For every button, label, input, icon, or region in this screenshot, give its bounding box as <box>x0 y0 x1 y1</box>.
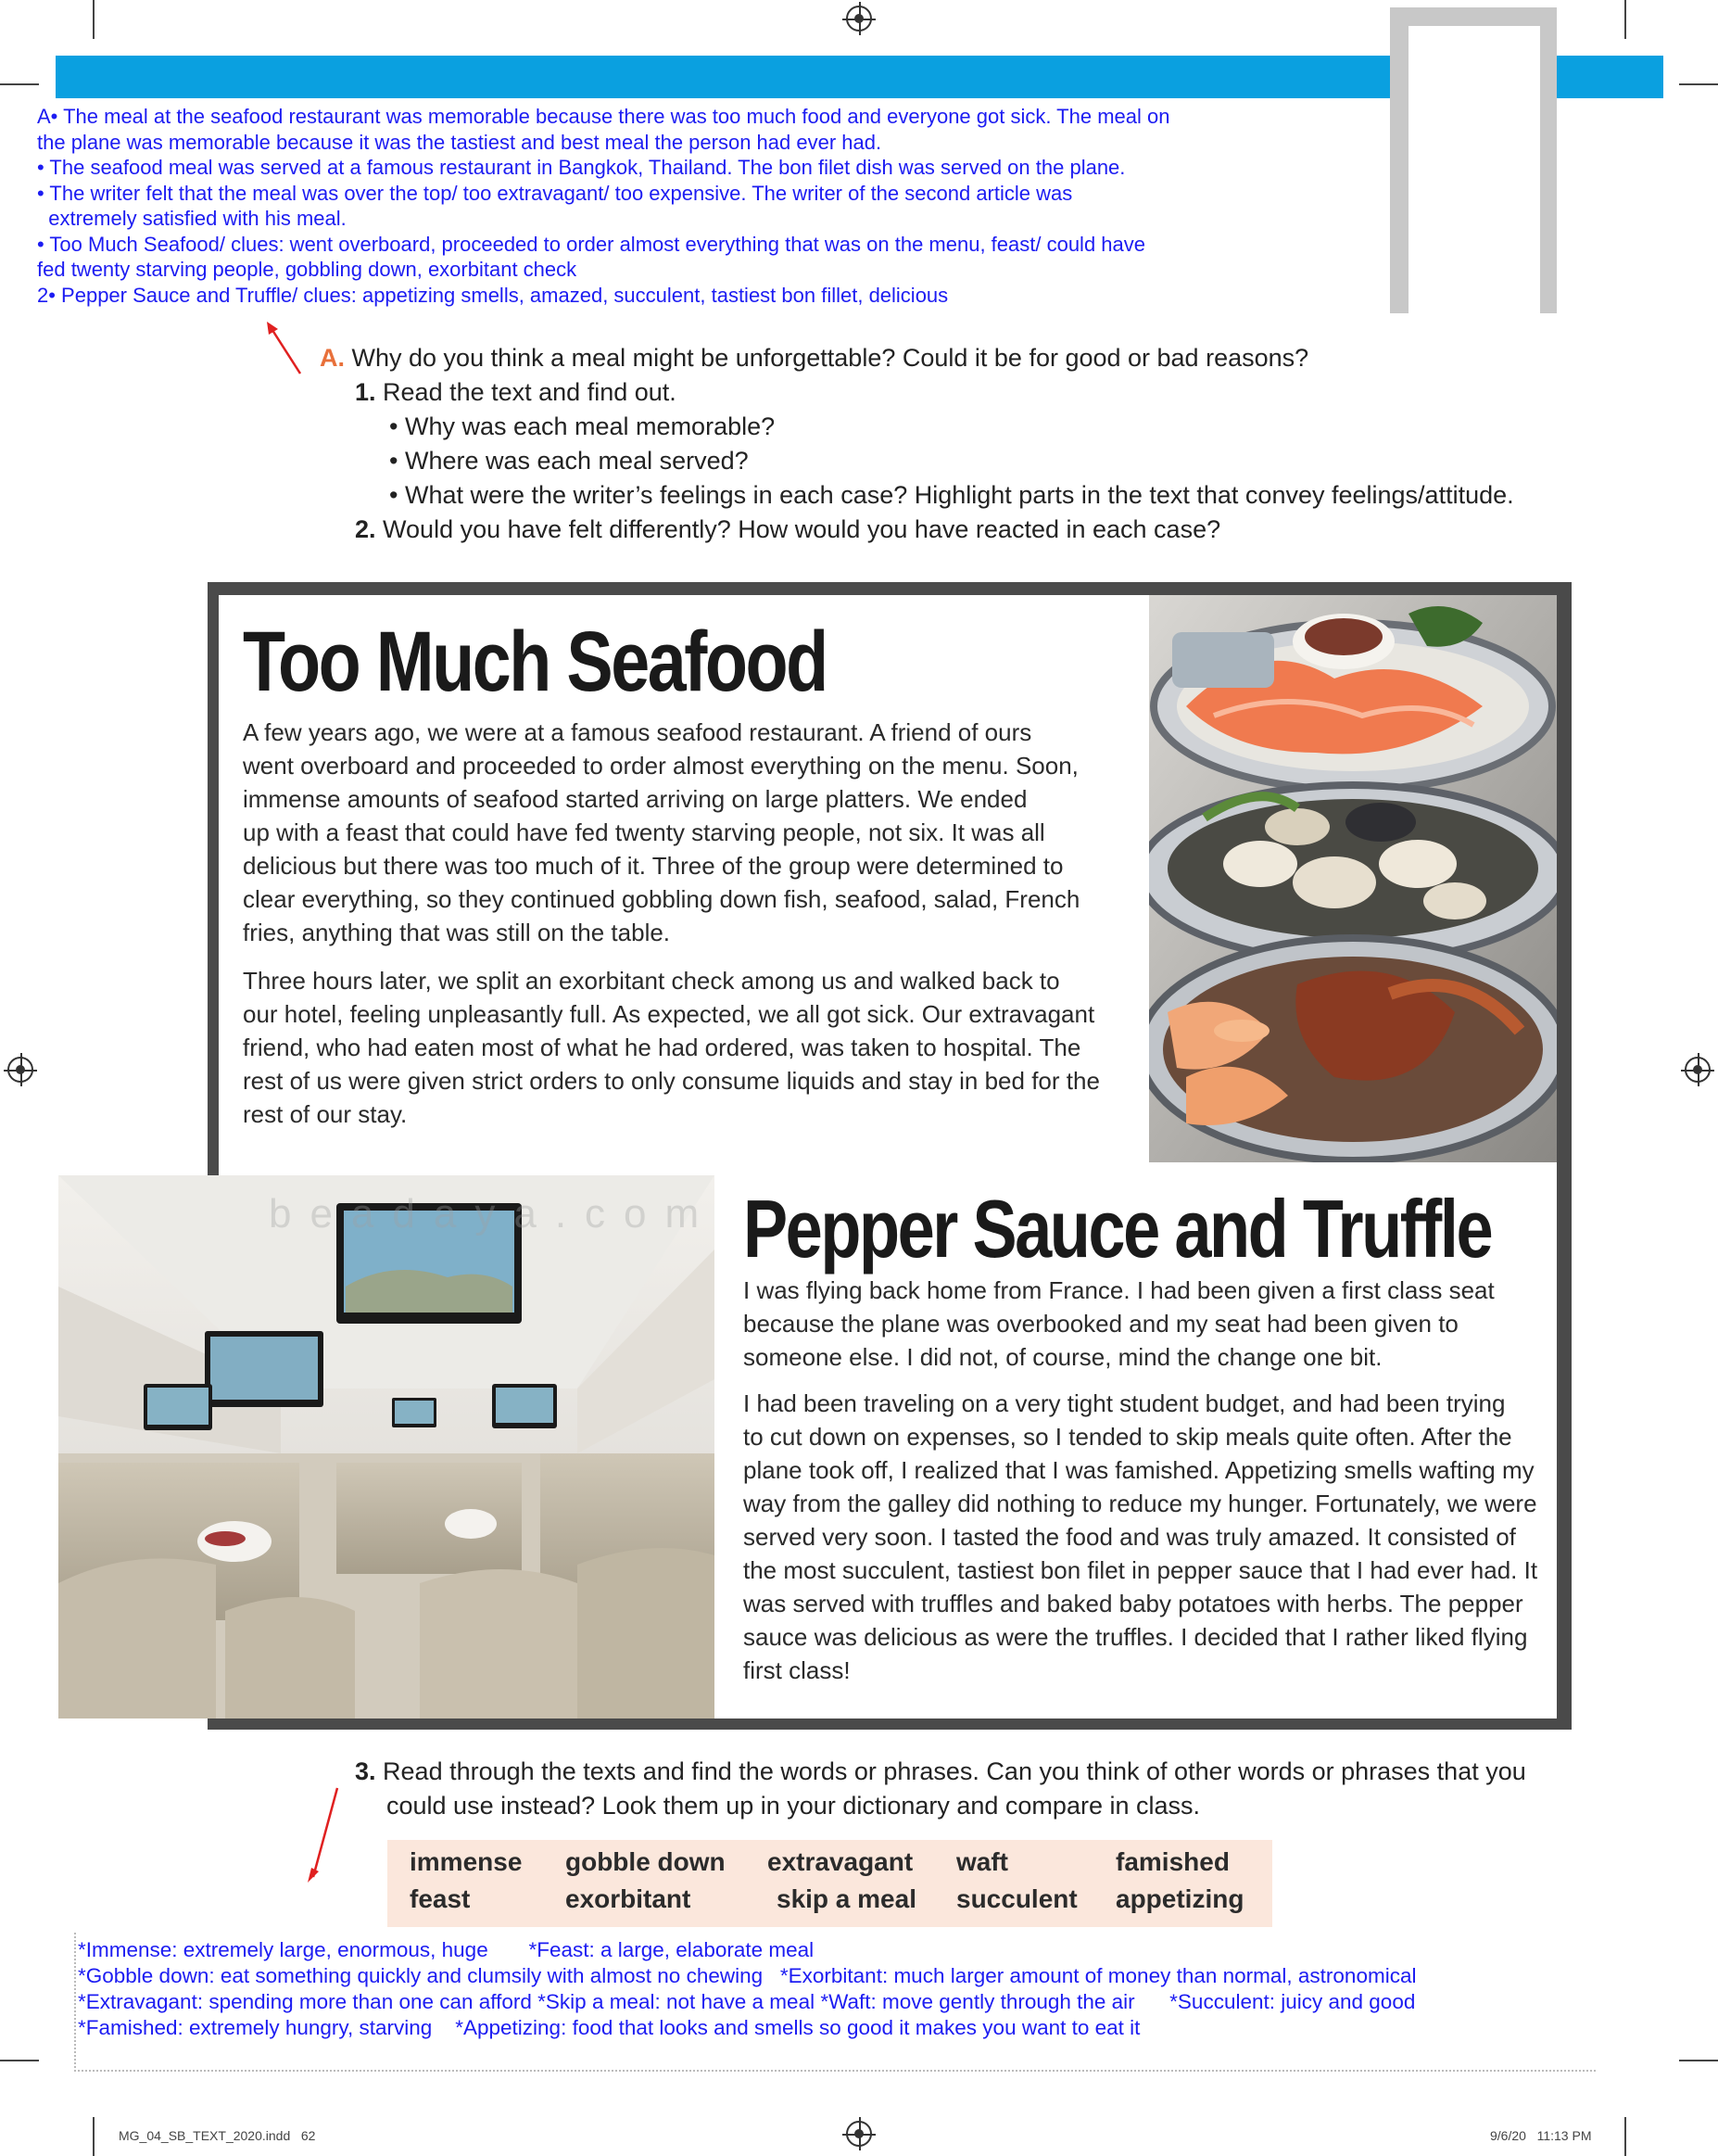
answer-line: A• The meal at the seafood restaurant was memorable because there was too much food and everyone got sick. The meal on <box>37 105 1170 128</box>
arrow-icon <box>261 320 308 375</box>
question-a-text: Why do you think a meal might be unforgettable? Could it be for good or bad reasons? <box>351 344 1309 372</box>
paragraph-line: rest of us were given strict orders to only consume liquids and stay in bed for the <box>243 1067 1100 1095</box>
question-1-text: Read the text and find out. <box>383 378 676 406</box>
definition-line: *Extravagant: spending more than one can afford *Skip a meal: not have a meal *Waft: move gently through the air *Succulent: juicy and good <box>78 1990 1416 2013</box>
answer-line: • Too Much Seafood/ clues: went overboard, proceeded to order almost everything that was on the menu, feast/ could have <box>37 232 1146 256</box>
question-2-text: Would you have felt differently? How would you have reacted in each case? <box>383 515 1221 543</box>
question-3-text: could use instead? Look them up in your dictionary and compare in class. <box>386 1792 1201 1820</box>
vocab-word: feast <box>410 1884 471 1913</box>
question-number: 1. <box>355 378 376 406</box>
paragraph-line: delicious but there was too much of it. Three of the group were determined to <box>243 852 1064 880</box>
paragraph-line: A few years ago, we were at a famous seafood restaurant. A friend of ours <box>243 718 1032 746</box>
paragraph-line: the most succulent, tastiest bon filet in pepper sauce that I had ever had. It <box>743 1556 1538 1584</box>
registration-mark-icon <box>846 2121 872 2147</box>
registration-mark-icon <box>846 6 872 32</box>
paragraph-line: to cut down on expenses, so I tended to skip meals quite often. After the <box>743 1423 1512 1451</box>
page-corner-frame <box>1390 7 1557 313</box>
answer-line: • The writer felt that the meal was over the top/ too extravagant/ too expensive. The writer of the second article was <box>37 181 1073 205</box>
paragraph-line: our hotel, feeling unpleasantly full. As expected, we all got sick. Our extravagant <box>243 1000 1095 1028</box>
answer-line: fed twenty starving people, gobbling down, exorbitant check <box>37 258 577 281</box>
bullet-item: Why was each meal memorable? <box>404 412 776 440</box>
vocab-word: skip a meal <box>777 1884 916 1913</box>
question-letter: A. <box>320 344 345 372</box>
answer-line: the plane was memorable because it was the tastiest and best meal the person had ever had. <box>37 130 882 154</box>
paragraph-line: immense amounts of seafood started arriving on large platters. We ended <box>243 785 1028 813</box>
article-paragraph <box>243 964 1132 1131</box>
answer-line: 2• Pepper Sauce and Truffle/ clues: appetizing smells, amazed, succulent, tastiest bon fillet, delicious <box>37 283 949 307</box>
paragraph-line: Three hours later, we split an exorbitant check among us and walked back to <box>243 967 1060 995</box>
question-3-text: Read through the texts and find the words or phrases. Can you think of other words or phrases that you <box>383 1757 1526 1785</box>
seafood-platter-image <box>1149 595 1557 1162</box>
vocab-word: appetizing <box>1116 1884 1244 1913</box>
arrow-icon <box>306 1784 343 1886</box>
paragraph-line: plane took off, I realized that I was famished. Appetizing smells wafting my <box>743 1456 1535 1484</box>
definition-line: *Immense: extremely large, enormous, huge *Feast: a large, elaborate meal <box>78 1938 815 1961</box>
paragraph-line: because the plane was overbooked and my seat had been given to <box>743 1310 1459 1338</box>
crop-mark <box>0 83 39 85</box>
crop-mark <box>93 2117 95 2156</box>
paragraph-line: way from the galley did nothing to reduce my hunger. Fortunately, we were <box>743 1490 1537 1517</box>
bullet-item: Where was each meal served? <box>404 447 749 475</box>
paragraph-line: served very soon. I tasted the food and was truly amazed. It consisted of <box>743 1523 1516 1551</box>
paragraph-line: sauce was delicious as were the truffles. I decided that I rather liked flying <box>743 1623 1528 1651</box>
article-title: Too Much Seafood <box>243 615 827 709</box>
registration-mark-icon <box>7 1057 33 1083</box>
answer-notes <box>37 104 1371 308</box>
vocab-word: extravagant <box>767 1847 914 1876</box>
definition-notes <box>78 1937 1579 2041</box>
footer-filename: MG_04_SB_TEXT_2020.indd 62 <box>119 2128 316 2143</box>
answer-line: extremely satisfied with his meal. <box>37 207 347 230</box>
definition-line: *Gobble down: eat something quickly and clumsily with almost no chewing *Exorbitant: much larger amount of money than normal, astronomical <box>78 1964 1417 1987</box>
paragraph-line: was served with truffles and baked baby potatoes with herbs. The pepper <box>743 1590 1523 1617</box>
question-number: 3. <box>355 1757 376 1785</box>
crop-mark <box>0 2060 39 2061</box>
watermark: beadaya.com <box>269 1191 718 1237</box>
answer-line: • The seafood meal was served at a famous restaurant in Bangkok, Thailand. The bon filet dish was served on the plane. <box>37 156 1126 179</box>
paragraph-line: I had been traveling on a very tight student budget, and had been trying <box>743 1389 1506 1417</box>
paragraph-line: up with a feast that could have fed twenty starving people, not six. It was all <box>243 818 1045 846</box>
article-paragraph <box>743 1387 1540 1687</box>
paragraph-line: went overboard and proceeded to order almost everything on the menu. Soon, <box>243 752 1079 780</box>
article-paragraph <box>743 1274 1540 1374</box>
question-number: 2. <box>355 515 376 543</box>
crop-mark <box>1624 0 1626 39</box>
crop-mark <box>93 0 95 39</box>
paragraph-line: friend, who had eaten most of what he had ordered, was taken to hospital. The <box>243 1034 1081 1061</box>
vocab-word: exorbitant <box>565 1884 691 1913</box>
header-bar <box>56 56 1399 98</box>
vocab-word: succulent <box>956 1884 1078 1913</box>
registration-mark-icon <box>1685 1057 1711 1083</box>
vocab-word: famished <box>1116 1847 1230 1876</box>
airplane-cabin-image <box>58 1175 714 1718</box>
vocab-word: waft <box>956 1847 1008 1876</box>
vocabulary-table <box>387 1840 1272 1927</box>
paragraph-line: rest of our stay. <box>243 1100 408 1128</box>
article-title: Pepper Sauce and Truffle <box>743 1183 1492 1275</box>
article-paragraph <box>243 716 1132 949</box>
header-bar-right <box>1543 56 1663 98</box>
definition-line: *Famished: extremely hungry, starving *Appetizing: food that looks and smells so good it makes you want to eat it <box>78 2016 1141 2039</box>
paragraph-line: someone else. I did not, of course, mind the change one bit. <box>743 1343 1383 1371</box>
paragraph-line: clear everything, so they continued gobbling down fish, seafood, salad, French <box>243 885 1080 913</box>
paragraph-line: first class! <box>743 1656 851 1684</box>
crop-mark <box>1679 83 1718 85</box>
paragraph-line: I was flying back home from France. I had been given a first class seat <box>743 1276 1495 1304</box>
vocab-word: immense <box>410 1847 523 1876</box>
crop-mark <box>1624 2117 1626 2156</box>
crop-mark <box>1679 2060 1718 2061</box>
vocab-word: gobble down <box>565 1847 726 1876</box>
paragraph-line: fries, anything that was still on the table. <box>243 919 671 946</box>
footer-date: 9/6/20 11:13 PM <box>1490 2128 1592 2143</box>
bullet-item: What were the writer’s feelings in each case? Highlight parts in the text that convey feelings/attitude. <box>404 481 1514 509</box>
